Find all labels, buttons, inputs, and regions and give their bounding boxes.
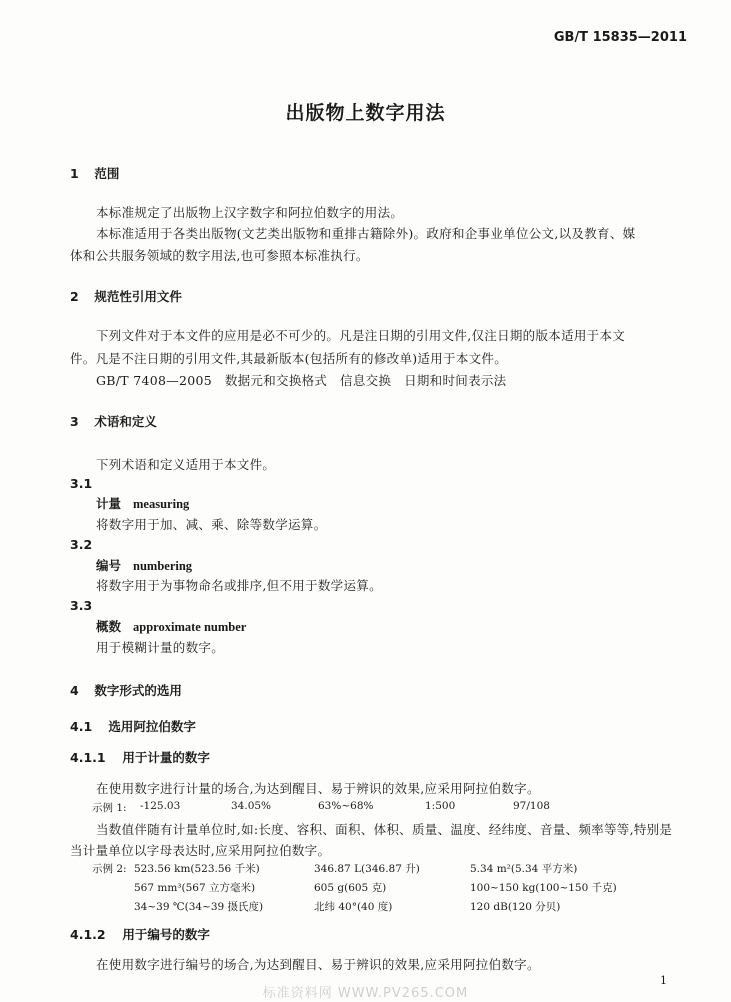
paragraph: 下列文件对于本文件的应用是必不可少的。凡是注日期的引用文件,仅注日期的版本适用于本文 xyxy=(96,328,626,343)
term-en: measuring xyxy=(133,497,190,511)
section-number: 4.1.1 xyxy=(70,750,106,765)
example-item: 567 mm³(567 立方毫米) xyxy=(134,882,256,894)
section-title: 选用阿拉伯数字 xyxy=(108,719,196,734)
term-entry xyxy=(96,494,189,512)
example-item: 523.56 km(523.56 千米) xyxy=(134,863,260,875)
subsection-heading-4-1-2 xyxy=(70,925,210,943)
paragraph: 当数值伴随有计量单位时,如:长度、容积、面积、体积、质量、温度、经纬度、音量、频率等等,特别是 xyxy=(96,822,673,837)
paragraph: 本标准规定了出版物上汉字数字和阿拉伯数字的用法。 xyxy=(96,205,404,220)
section-number: 3 xyxy=(70,414,79,429)
example-item: 120 dB(120 分贝) xyxy=(470,901,561,913)
term-en: numbering xyxy=(133,559,193,573)
paragraph: 下列术语和定义适用于本文件。 xyxy=(96,457,276,472)
paragraph: 件。凡是不注日期的引用文件,其最新版本(包括所有的修改单)适用于本文件。 xyxy=(70,351,508,366)
example-item: 97/108 xyxy=(513,800,550,812)
term-number: 3.3 xyxy=(70,598,93,613)
section-heading-2 xyxy=(70,287,182,305)
term-entry xyxy=(96,556,192,574)
subsection-heading-4-1 xyxy=(70,717,196,735)
paragraph: 当计量单位以字母表达时,应采用阿拉伯数字。 xyxy=(70,843,331,858)
example-item: 346.87 L(346.87 升) xyxy=(314,863,420,875)
section-title: 规范性引用文件 xyxy=(94,289,182,304)
example-item: -125.03 xyxy=(140,800,181,812)
example-item: 100~150 kg(100~150 千克) xyxy=(470,882,617,894)
term-cn: 计量 xyxy=(96,496,122,511)
section-heading-4 xyxy=(70,681,182,699)
term-entry xyxy=(96,617,246,635)
example-item: 34.05% xyxy=(231,800,272,812)
paragraph: 本标准适用于各类出版物(文艺类出版物和重排古籍除外)。政府和企事业单位公文,以及教育、媒 xyxy=(96,226,636,241)
section-heading-1 xyxy=(70,164,119,182)
paragraph: 在使用数字进行计量的场合,为达到醒目、易于辨识的效果,应采用阿拉伯数字。 xyxy=(96,781,540,796)
section-number: 4 xyxy=(70,683,79,698)
term-en: approximate number xyxy=(133,620,247,634)
term-number: 3.2 xyxy=(70,537,93,552)
example-item: 34~39 ℃(34~39 摄氏度) xyxy=(134,901,264,913)
term-cn: 编号 xyxy=(96,558,122,573)
example-item: 605 g(605 克) xyxy=(314,882,387,894)
section-title: 范围 xyxy=(94,166,120,181)
paragraph: 体和公共服务领域的数字用法,也可参照本标准执行。 xyxy=(70,248,369,263)
section-number: 2 xyxy=(70,289,79,304)
section-number: 4.1.2 xyxy=(70,927,106,942)
watermark: 标准资料网 WWW.PV265.COM xyxy=(262,986,469,1001)
term-definition: 将数字用于加、减、乘、除等数学运算。 xyxy=(96,517,327,532)
example-item: 北纬 40°(40 度) xyxy=(314,901,393,913)
section-heading-3 xyxy=(70,412,157,430)
example-item: 63%~68% xyxy=(318,800,374,812)
section-title: 术语和定义 xyxy=(94,414,157,429)
page-title: 出版物上数字用法 xyxy=(285,102,446,124)
term-number: 3.1 xyxy=(70,476,93,491)
paragraph: 在使用数字进行编号的场合,为达到醒目、易于辨识的效果,应采用阿拉伯数字。 xyxy=(96,957,540,972)
example-item: 1:500 xyxy=(425,800,456,812)
section-number: 4.1 xyxy=(70,719,93,734)
term-definition: 将数字用于为事物命名或排序,但不用于数学运算。 xyxy=(96,578,382,593)
example-item: 5.34 m²(5.34 平方米) xyxy=(470,863,578,875)
page-number: 1 xyxy=(660,974,667,987)
example-label: 示例 2: xyxy=(92,863,127,875)
example-label: 示例 1: xyxy=(92,802,127,814)
section-title: 用于编号的数字 xyxy=(122,927,210,942)
section-title: 用于计量的数字 xyxy=(122,750,210,765)
section-title: 数字形式的选用 xyxy=(94,683,182,698)
section-number: 1 xyxy=(70,166,79,181)
subsection-heading-4-1-1 xyxy=(70,748,210,766)
normative-reference: GB/T 7408—2005 数据元和交换格式 信息交换 日期和时间表示法 xyxy=(96,373,507,388)
term-definition: 用于模糊计量的数字。 xyxy=(96,640,225,655)
term-cn: 概数 xyxy=(96,619,122,634)
standard-code: GB/T 15835—2011 xyxy=(553,30,687,45)
